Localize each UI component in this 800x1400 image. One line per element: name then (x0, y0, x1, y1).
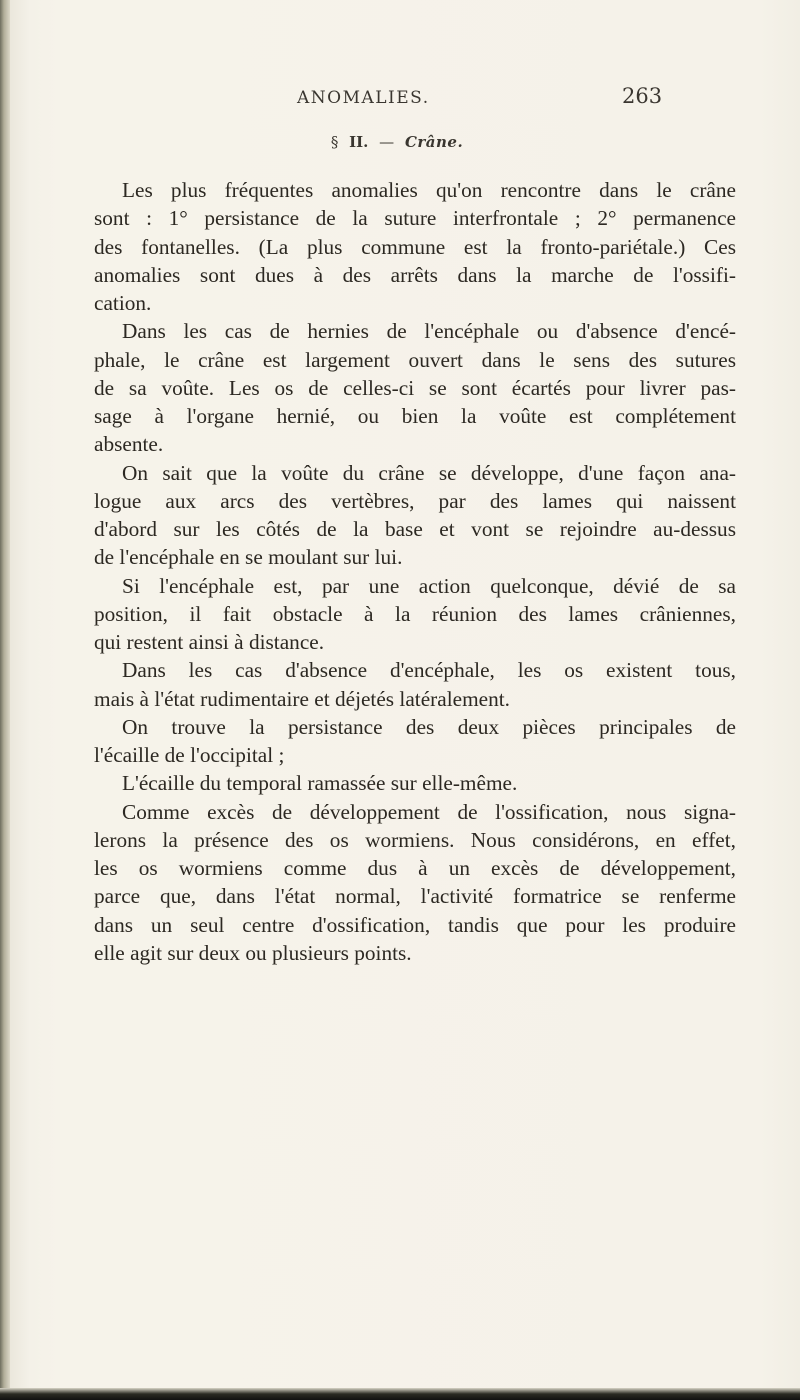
section-heading (0, 133, 800, 151)
paragraph (94, 713, 736, 770)
text-line: absente. (94, 432, 164, 457)
binding-edge (0, 0, 10, 1400)
text-line: L'écaille du temporal ramassée sur elle-même. (122, 771, 518, 796)
text-line: Comme excès de développement de l'ossification, nous signa- (122, 799, 736, 824)
text-line: des fontanelles. (La plus commune est la fronto-pariétale.) Ces (94, 234, 736, 259)
text-line: mais à l'état rudimentaire et déjetés latéralement. (94, 686, 510, 711)
text-line: Si l'encéphale est, par une action quelconque, dévié de sa (122, 573, 736, 598)
text-line: sage à l'organe hernié, ou bien la voûte est complétement (94, 404, 736, 428)
text-line: logue aux arcs des vertèbres, par des lames qui naissent (94, 488, 736, 513)
section-title: Crâne. (404, 133, 464, 151)
section-number: II. (349, 133, 369, 151)
text-line: d'abord sur les côtés de la base et vont se rejoindre au-dessus (94, 517, 736, 541)
text-line: dans un seul centre d'ossification, tandis que pour les produire (94, 912, 736, 937)
text-line: On sait que la voûte du crâne se développe, d'une façon ana- (122, 460, 736, 485)
paragraph (94, 572, 736, 657)
text-line: sont : 1° persistance de la suture interfrontale ; 2° permanence (94, 206, 736, 231)
body-text (94, 176, 736, 967)
text-line: Dans les cas d'absence d'encéphale, les os existent tous, (122, 658, 736, 683)
page-number: 263 (622, 84, 663, 108)
paragraph (94, 769, 736, 797)
text-line: cation. (94, 291, 152, 315)
paragraph (94, 656, 736, 713)
paragraph (94, 459, 736, 572)
text-line: qui restent ainsi à distance. (94, 630, 325, 654)
text-line: On trouve la persistance des deux pièces principales de (122, 714, 736, 739)
text-line: de l'encéphale en se moulant sur lui. (94, 545, 403, 570)
running-head (0, 84, 800, 114)
paragraph (94, 176, 736, 317)
paragraph (94, 798, 736, 968)
text-line: phale, le crâne est largement ouvert dans le sens des sutures (94, 347, 736, 372)
text-line: l'écaille de l'occipital ; (94, 743, 285, 767)
text-line: Dans les cas de hernies de l'encéphale ou d'absence d'encé- (122, 319, 736, 344)
text-line: anomalies sont dues à des arrêts dans la marche de l'ossifi- (94, 262, 736, 287)
text-line: elle agit sur deux ou plusieurs points. (94, 940, 412, 965)
text-line: les os wormiens comme dus à un excès de développement, (94, 856, 736, 880)
section-mark: § (330, 133, 339, 151)
section-dash: — (379, 133, 395, 151)
running-title: ANOMALIES. (297, 88, 430, 108)
text-line: de sa voûte. Les os de celles-ci se sont écartés pour livrer pas- (94, 375, 736, 400)
text-line: position, il fait obstacle à la réunion des lames crâniennes, (94, 601, 736, 626)
paragraph (94, 317, 736, 458)
text-line: parce que, dans l'état normal, l'activité formatrice se renferme (94, 884, 736, 909)
page-bottom-edge (0, 1388, 800, 1400)
text-line: Les plus fréquentes anomalies qu'on rencontre dans le crâne (122, 178, 736, 202)
text-line: lerons la présence des os wormiens. Nous considérons, en effet, (94, 827, 736, 852)
